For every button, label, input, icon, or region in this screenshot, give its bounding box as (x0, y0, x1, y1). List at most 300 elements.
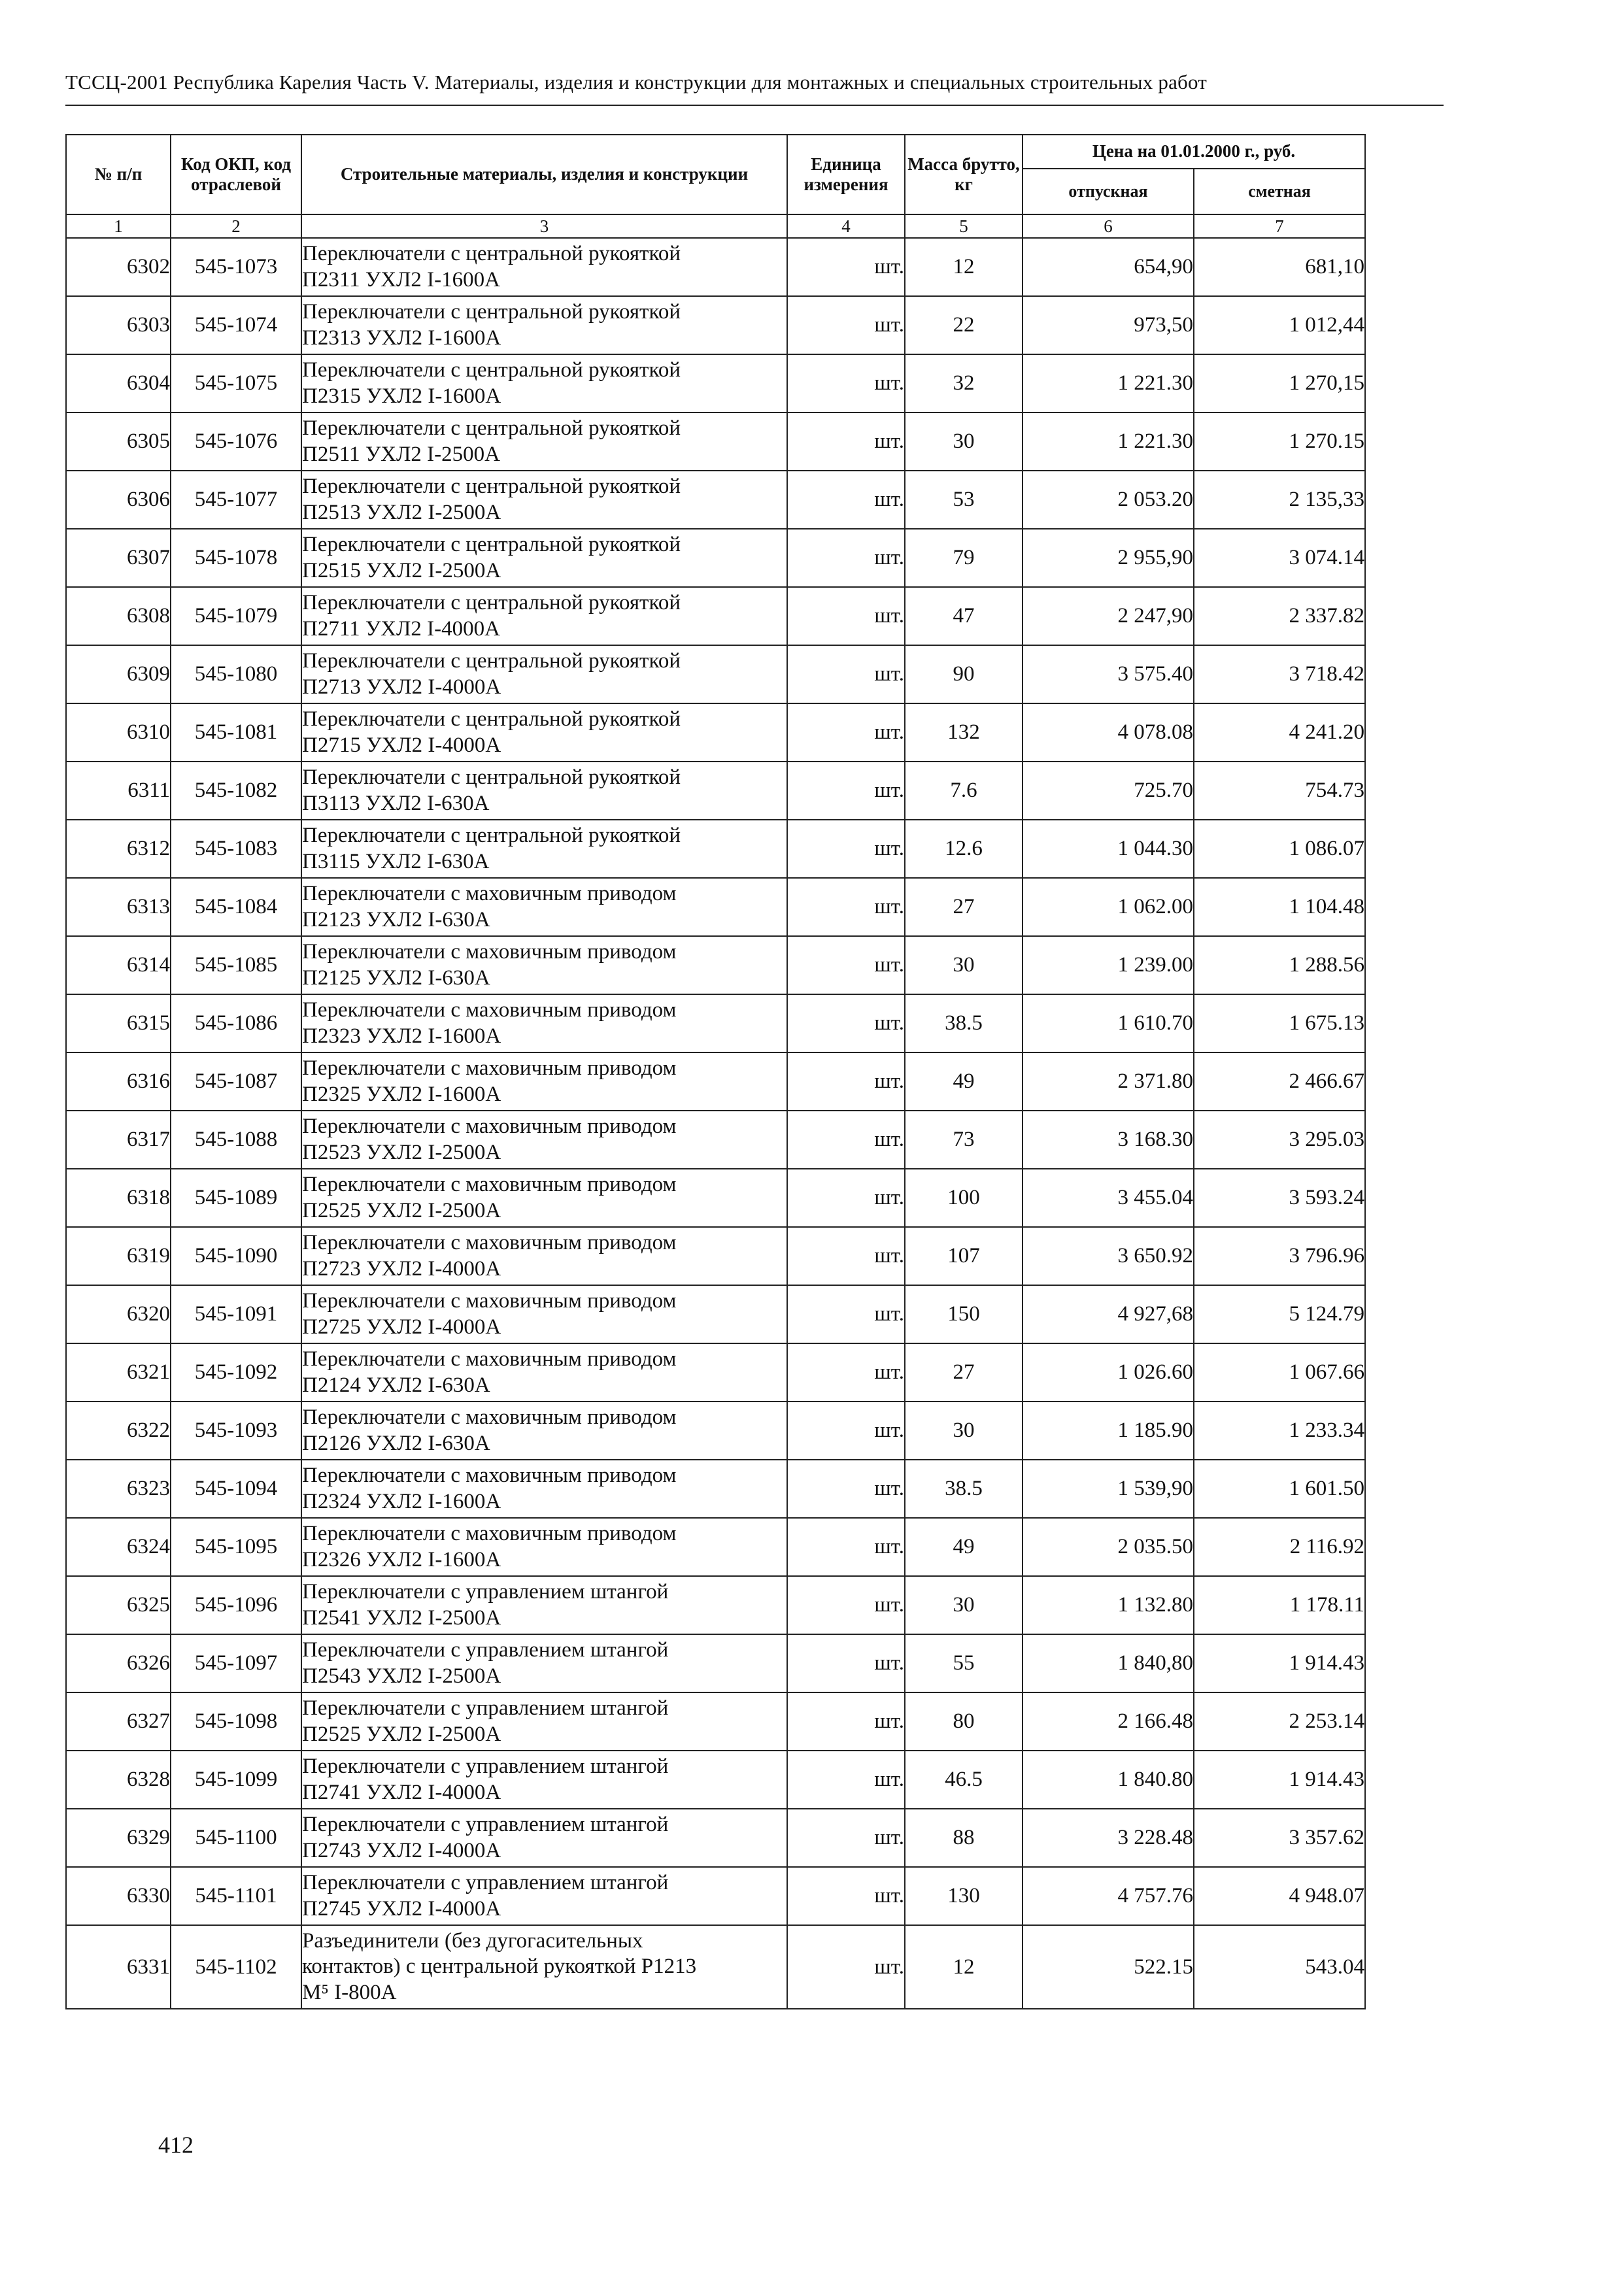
price-release-cell: 3 455.04 (1023, 1169, 1194, 1227)
material-name-cell (301, 587, 787, 645)
header-num: № п/п (66, 135, 171, 214)
table-row (66, 994, 1365, 1052)
price-estimate-cell: 2 116.92 (1194, 1518, 1365, 1576)
material-name-line: Переключатели с маховичным приводом (302, 1405, 677, 1429)
mass-cell: 32 (905, 354, 1023, 412)
material-name-cell (301, 1460, 787, 1518)
okp-code-cell: 545-1075 (171, 354, 301, 412)
material-name-line: П2125 УХЛ2 I-630А (302, 966, 490, 990)
material-name-cell (301, 1052, 787, 1111)
price-estimate-cell: 4 948.07 (1194, 1867, 1365, 1925)
mass-cell: 30 (905, 1576, 1023, 1634)
price-estimate-cell: 1 675.13 (1194, 994, 1365, 1052)
page-number: 412 (158, 2132, 194, 2158)
row-number-cell: 6326 (66, 1634, 171, 1692)
okp-code-cell: 545-1074 (171, 296, 301, 354)
material-name-line: Переключатели с центральной рукояткой (302, 648, 681, 673)
mass-cell: 46.5 (905, 1751, 1023, 1809)
mass-cell: 27 (905, 1343, 1023, 1402)
material-name-cell (301, 529, 787, 587)
price-estimate-cell: 1 914.43 (1194, 1634, 1365, 1692)
material-name-line: П2725 УХЛ2 I-4000А (302, 1315, 501, 1339)
material-name-cell (301, 1692, 787, 1751)
unit-cell: шт. (787, 1925, 905, 2009)
price-estimate-cell: 681,10 (1194, 238, 1365, 296)
unit-cell: шт. (787, 645, 905, 703)
price-release-cell: 1 840,80 (1023, 1634, 1194, 1692)
material-name-line: контактов) с центральной рукояткой Р1213 (302, 1955, 697, 1979)
material-name-line: П2713 УХЛ2 I-4000А (302, 675, 501, 699)
material-name-line: П2525 УХЛ2 I-2500А (302, 1198, 501, 1222)
okp-code-cell: 545-1099 (171, 1751, 301, 1809)
material-name-line: Переключатели с центральной рукояткой (302, 765, 681, 789)
row-number-cell: 6309 (66, 645, 171, 703)
price-release-cell: 1 610.70 (1023, 994, 1194, 1052)
material-name-cell (301, 1402, 787, 1460)
unit-cell: шт. (787, 820, 905, 878)
price-estimate-cell: 2 253.14 (1194, 1692, 1365, 1751)
okp-code-cell: 545-1082 (171, 762, 301, 820)
row-number-cell: 6305 (66, 412, 171, 471)
price-estimate-cell: 1 233.34 (1194, 1402, 1365, 1460)
price-release-cell: 3 650.92 (1023, 1227, 1194, 1285)
price-release-cell: 973,50 (1023, 296, 1194, 354)
table-row (66, 1809, 1365, 1867)
mass-cell: 12 (905, 238, 1023, 296)
unit-cell: шт. (787, 1576, 905, 1634)
row-number-cell: 6311 (66, 762, 171, 820)
row-number-cell: 6304 (66, 354, 171, 412)
price-release-cell: 522.15 (1023, 1925, 1194, 2009)
row-number-cell: 6303 (66, 296, 171, 354)
material-name-line: П2525 УХЛ2 I-2500А (302, 1722, 501, 1746)
price-release-cell: 1 239.00 (1023, 936, 1194, 994)
mass-cell: 107 (905, 1227, 1023, 1285)
table-row (66, 1751, 1365, 1809)
unit-cell: шт. (787, 1052, 905, 1111)
okp-code-cell: 545-1088 (171, 1111, 301, 1169)
row-number-cell: 6318 (66, 1169, 171, 1227)
price-release-cell: 1 221.30 (1023, 354, 1194, 412)
material-name-line: П2326 УХЛ2 I-1600А (302, 1547, 501, 1571)
okp-code-cell: 545-1084 (171, 878, 301, 936)
price-release-cell: 2 247,90 (1023, 587, 1194, 645)
table-row (66, 1460, 1365, 1518)
row-number-cell: 6319 (66, 1227, 171, 1285)
table-row (66, 1111, 1365, 1169)
mass-cell: 150 (905, 1285, 1023, 1343)
row-number-cell: 6323 (66, 1460, 171, 1518)
row-number-cell: 6325 (66, 1576, 171, 1634)
price-estimate-cell: 543.04 (1194, 1925, 1365, 2009)
material-name-line: Переключатели с центральной рукояткой (302, 241, 681, 265)
material-name-line: П3113 УХЛ2 I-630А (302, 791, 490, 815)
mass-cell: 38.5 (905, 1460, 1023, 1518)
table-row (66, 1518, 1365, 1576)
row-number-cell: 6330 (66, 1867, 171, 1925)
unit-cell: шт. (787, 762, 905, 820)
material-name-cell (301, 1518, 787, 1576)
price-release-cell: 3 228.48 (1023, 1809, 1194, 1867)
unit-cell: шт. (787, 1751, 905, 1809)
column-number-cell: 5 (905, 214, 1023, 238)
price-release-cell: 2 035.50 (1023, 1518, 1194, 1576)
price-estimate-cell: 1 086.07 (1194, 820, 1365, 878)
okp-code-cell: 545-1086 (171, 994, 301, 1052)
table-row (66, 1634, 1365, 1692)
row-number-cell: 6329 (66, 1809, 171, 1867)
price-release-cell: 1 840.80 (1023, 1751, 1194, 1809)
material-name-line: Переключатели с маховичным приводом (302, 881, 677, 905)
material-name-cell (301, 645, 787, 703)
mass-cell: 47 (905, 587, 1023, 645)
material-name-line: П2741 УХЛ2 I-4000А (302, 1780, 501, 1804)
okp-code-cell: 545-1087 (171, 1052, 301, 1111)
header-price-estimate: сметная (1194, 169, 1365, 214)
mass-cell: 22 (905, 296, 1023, 354)
price-release-cell: 1 026.60 (1023, 1343, 1194, 1402)
price-estimate-cell: 2 135,33 (1194, 471, 1365, 529)
okp-code-cell: 545-1083 (171, 820, 301, 878)
material-name-cell (301, 1169, 787, 1227)
mass-cell: 7.6 (905, 762, 1023, 820)
material-name-line: Переключатели с маховичным приводом (302, 1521, 677, 1545)
material-name-line: П2515 УХЛ2 I-2500А (302, 558, 501, 582)
header-name: Строительные материалы, изделия и конструкции (301, 135, 787, 214)
material-name-line: Переключатели с маховичным приводом (302, 1288, 677, 1313)
okp-code-cell: 545-1089 (171, 1169, 301, 1227)
unit-cell: шт. (787, 529, 905, 587)
price-estimate-cell: 1 104.48 (1194, 878, 1365, 936)
unit-cell: шт. (787, 1285, 905, 1343)
price-estimate-cell: 1 270,15 (1194, 354, 1365, 412)
material-name-line: Переключатели с маховичным приводом (302, 1056, 677, 1080)
unit-cell: шт. (787, 1809, 905, 1867)
price-release-cell: 1 044.30 (1023, 820, 1194, 878)
mass-cell: 49 (905, 1052, 1023, 1111)
row-number-cell: 6331 (66, 1925, 171, 2009)
price-estimate-cell: 2 337.82 (1194, 587, 1365, 645)
material-name-line: Переключатели с управлением штангой (302, 1638, 669, 1662)
mass-cell: 53 (905, 471, 1023, 529)
price-table (65, 134, 1366, 2009)
mass-cell: 100 (905, 1169, 1023, 1227)
unit-cell: шт. (787, 703, 905, 762)
price-estimate-cell: 5 124.79 (1194, 1285, 1365, 1343)
material-name-line: Переключатели с управлением штангой (302, 1579, 669, 1604)
table-row (66, 1402, 1365, 1460)
material-name-cell (301, 1227, 787, 1285)
row-number-cell: 6316 (66, 1052, 171, 1111)
price-estimate-cell: 1 288.56 (1194, 936, 1365, 994)
table-row (66, 471, 1365, 529)
price-estimate-cell: 3 074.14 (1194, 529, 1365, 587)
table-row (66, 1052, 1365, 1111)
mass-cell: 12.6 (905, 820, 1023, 878)
mass-cell: 132 (905, 703, 1023, 762)
price-release-cell: 4 078.08 (1023, 703, 1194, 762)
table-row (66, 1867, 1365, 1925)
material-name-cell (301, 1576, 787, 1634)
material-name-cell (301, 762, 787, 820)
material-name-line: П2715 УХЛ2 I-4000А (302, 733, 501, 757)
okp-code-cell: 545-1095 (171, 1518, 301, 1576)
mass-cell: 90 (905, 645, 1023, 703)
okp-code-cell: 545-1081 (171, 703, 301, 762)
row-number-cell: 6320 (66, 1285, 171, 1343)
price-estimate-cell: 3 796.96 (1194, 1227, 1365, 1285)
row-number-cell: 6307 (66, 529, 171, 587)
material-name-cell (301, 936, 787, 994)
mass-cell: 80 (905, 1692, 1023, 1751)
column-number-cell: 2 (171, 214, 301, 238)
material-name-cell (301, 412, 787, 471)
okp-code-cell: 545-1091 (171, 1285, 301, 1343)
table-row (66, 1925, 1365, 2009)
row-number-cell: 6321 (66, 1343, 171, 1402)
row-number-cell: 6322 (66, 1402, 171, 1460)
unit-cell: шт. (787, 1518, 905, 1576)
material-name-line: П2126 УХЛ2 I-630А (302, 1431, 490, 1455)
table-row (66, 878, 1365, 936)
mass-cell: 30 (905, 412, 1023, 471)
okp-code-cell: 545-1090 (171, 1227, 301, 1285)
okp-code-cell: 545-1094 (171, 1460, 301, 1518)
table-row (66, 354, 1365, 412)
header-mass: Масса брутто, кг (905, 135, 1023, 214)
price-estimate-cell: 754.73 (1194, 762, 1365, 820)
material-name-line: П2315 УХЛ2 I-1600А (302, 384, 501, 408)
price-release-cell: 3 575.40 (1023, 645, 1194, 703)
material-name-line: П2511 УХЛ2 I-2500А (302, 442, 500, 466)
price-release-cell: 1 185.90 (1023, 1402, 1194, 1460)
row-number-cell: 6324 (66, 1518, 171, 1576)
row-number-cell: 6306 (66, 471, 171, 529)
material-name-cell (301, 354, 787, 412)
material-name-line: Переключатели с маховичным приводом (302, 1463, 677, 1487)
mass-cell: 30 (905, 1402, 1023, 1460)
material-name-line: Переключатели с маховичным приводом (302, 998, 677, 1022)
okp-code-cell: 545-1085 (171, 936, 301, 994)
mass-cell: 55 (905, 1634, 1023, 1692)
unit-cell: шт. (787, 296, 905, 354)
unit-cell: шт. (787, 1634, 905, 1692)
material-name-cell (301, 1634, 787, 1692)
unit-cell: шт. (787, 354, 905, 412)
material-name-line: Переключатели с маховичным приводом (302, 1172, 677, 1196)
okp-code-cell: 545-1080 (171, 645, 301, 703)
price-release-cell: 2 053.20 (1023, 471, 1194, 529)
material-name-cell (301, 1285, 787, 1343)
material-name-line: Переключатели с центральной рукояткой (302, 707, 681, 731)
material-name-line: Переключатели с маховичным приводом (302, 1114, 677, 1138)
material-name-line: Переключатели с управлением штангой (302, 1870, 669, 1894)
price-estimate-cell: 1 067.66 (1194, 1343, 1365, 1402)
mass-cell: 130 (905, 1867, 1023, 1925)
material-name-line: П2723 УХЛ2 I-4000А (302, 1256, 501, 1281)
price-release-cell: 2 166.48 (1023, 1692, 1194, 1751)
price-release-cell: 3 168.30 (1023, 1111, 1194, 1169)
material-name-line: Переключатели с маховичным приводом (302, 1230, 677, 1254)
material-name-line: Переключатели с центральной рукояткой (302, 823, 681, 847)
table-row (66, 1227, 1365, 1285)
mass-cell: 88 (905, 1809, 1023, 1867)
column-number-row (66, 214, 1365, 238)
price-release-cell: 1 132.80 (1023, 1576, 1194, 1634)
table-row (66, 587, 1365, 645)
header-code: Код ОКП, код отраслевой (171, 135, 301, 214)
okp-code-cell: 545-1073 (171, 238, 301, 296)
material-name-line: П3115 УХЛ2 I-630А (302, 849, 490, 873)
page-header-title: ТССЦ-2001 Республика Карелия Часть V. Материалы, изделия и конструкции для монтажных и специальных строительных работ (65, 71, 1208, 93)
material-name-line: П2541 УХЛ2 I-2500А (302, 1605, 501, 1630)
table-row (66, 529, 1365, 587)
table-row (66, 238, 1365, 296)
material-name-line: Разъединители (без дугогасительных (302, 1928, 643, 1953)
price-estimate-cell: 3 295.03 (1194, 1111, 1365, 1169)
material-name-cell (301, 1809, 787, 1867)
mass-cell: 27 (905, 878, 1023, 936)
table-row (66, 1576, 1365, 1634)
material-name-line: П2124 УХЛ2 I-630А (302, 1373, 490, 1397)
material-name-line: Переключатели с управлением штангой (302, 1754, 669, 1778)
table-body (66, 238, 1365, 2009)
row-number-cell: 6328 (66, 1751, 171, 1809)
column-number-cell: 7 (1194, 214, 1365, 238)
table-row (66, 1285, 1365, 1343)
material-name-line: П2513 УХЛ2 I-2500А (302, 500, 501, 524)
material-name-line: П2745 УХЛ2 I-4000А (302, 1896, 501, 1921)
unit-cell: шт. (787, 936, 905, 994)
unit-cell: шт. (787, 878, 905, 936)
unit-cell: шт. (787, 1169, 905, 1227)
column-number-cell: 4 (787, 214, 905, 238)
okp-code-cell: 545-1076 (171, 412, 301, 471)
material-name-line: П2325 УХЛ2 I-1600А (302, 1082, 501, 1106)
okp-code-cell: 545-1077 (171, 471, 301, 529)
unit-cell: шт. (787, 471, 905, 529)
row-number-cell: 6315 (66, 994, 171, 1052)
header-divider (65, 105, 1444, 106)
table-row (66, 412, 1365, 471)
table-row (66, 1692, 1365, 1751)
column-number-cell: 6 (1023, 214, 1194, 238)
material-name-line: П2543 УХЛ2 I-2500А (302, 1664, 501, 1688)
unit-cell: шт. (787, 1460, 905, 1518)
table-row (66, 1169, 1365, 1227)
price-release-cell: 1 539,90 (1023, 1460, 1194, 1518)
material-name-line: Переключатели с центральной рукояткой (302, 532, 681, 556)
material-name-line: Переключатели с центральной рукояткой (302, 358, 681, 382)
material-name-cell (301, 1111, 787, 1169)
unit-cell: шт. (787, 1227, 905, 1285)
table-row (66, 1343, 1365, 1402)
unit-cell: шт. (787, 1343, 905, 1402)
material-name-line: П2311 УХЛ2 I-1600А (302, 267, 500, 292)
mass-cell: 38.5 (905, 994, 1023, 1052)
header-unit: Единица измерения (787, 135, 905, 214)
table-row (66, 820, 1365, 878)
material-name-cell (301, 994, 787, 1052)
material-name-cell (301, 878, 787, 936)
mass-cell: 79 (905, 529, 1023, 587)
material-name-cell (301, 238, 787, 296)
unit-cell: шт. (787, 412, 905, 471)
material-name-line: П2123 УХЛ2 I-630А (302, 907, 490, 932)
unit-cell: шт. (787, 1867, 905, 1925)
unit-cell: шт. (787, 994, 905, 1052)
price-release-cell: 2 371.80 (1023, 1052, 1194, 1111)
mass-cell: 73 (905, 1111, 1023, 1169)
unit-cell: шт. (787, 238, 905, 296)
column-number-cell: 1 (66, 214, 171, 238)
material-name-cell (301, 1925, 787, 2009)
unit-cell: шт. (787, 1111, 905, 1169)
okp-code-cell: 545-1092 (171, 1343, 301, 1402)
header-price-group: Цена на 01.01.2000 г., руб. (1023, 135, 1365, 169)
material-name-cell (301, 1343, 787, 1402)
table-row (66, 296, 1365, 354)
price-estimate-cell: 1 270.15 (1194, 412, 1365, 471)
material-name-cell (301, 1751, 787, 1809)
row-number-cell: 6314 (66, 936, 171, 994)
price-estimate-cell: 2 466.67 (1194, 1052, 1365, 1111)
header-price-release: отпускная (1023, 169, 1194, 214)
table-row (66, 645, 1365, 703)
okp-code-cell: 545-1097 (171, 1634, 301, 1692)
material-name-line: Переключатели с управлением штангой (302, 1812, 669, 1836)
price-release-cell: 2 955,90 (1023, 529, 1194, 587)
okp-code-cell: 545-1100 (171, 1809, 301, 1867)
row-number-cell: 6312 (66, 820, 171, 878)
row-number-cell: 6308 (66, 587, 171, 645)
mass-cell: 12 (905, 1925, 1023, 2009)
price-estimate-cell: 1 012,44 (1194, 296, 1365, 354)
row-number-cell: 6313 (66, 878, 171, 936)
material-name-line: П2711 УХЛ2 I-4000А (302, 616, 500, 641)
price-release-cell: 1 062.00 (1023, 878, 1194, 936)
material-name-line: П2324 УХЛ2 I-1600А (302, 1489, 501, 1513)
unit-cell: шт. (787, 1402, 905, 1460)
price-release-cell: 1 221.30 (1023, 412, 1194, 471)
okp-code-cell: 545-1079 (171, 587, 301, 645)
material-name-line: Переключатели с центральной рукояткой (302, 416, 681, 440)
row-number-cell: 6310 (66, 703, 171, 762)
price-release-cell: 725.70 (1023, 762, 1194, 820)
okp-code-cell: 545-1101 (171, 1867, 301, 1925)
table-row (66, 762, 1365, 820)
material-name-line: Переключатели с центральной рукояткой (302, 299, 681, 324)
mass-cell: 49 (905, 1518, 1023, 1576)
material-name-cell (301, 471, 787, 529)
price-estimate-cell: 1 178.11 (1194, 1576, 1365, 1634)
row-number-cell: 6317 (66, 1111, 171, 1169)
price-estimate-cell: 4 241.20 (1194, 703, 1365, 762)
okp-code-cell: 545-1093 (171, 1402, 301, 1460)
material-name-cell (301, 703, 787, 762)
material-name-cell (301, 296, 787, 354)
row-number-cell: 6302 (66, 238, 171, 296)
price-release-cell: 4 757.76 (1023, 1867, 1194, 1925)
material-name-line: Переключатели с маховичным приводом (302, 939, 677, 964)
material-name-line: М⁵ I-800А (302, 1980, 397, 2004)
okp-code-cell: 545-1078 (171, 529, 301, 587)
material-name-line: Переключатели с центральной рукояткой (302, 474, 681, 498)
material-name-cell (301, 820, 787, 878)
row-number-cell: 6327 (66, 1692, 171, 1751)
material-name-cell (301, 1867, 787, 1925)
column-number-cell: 3 (301, 214, 787, 238)
